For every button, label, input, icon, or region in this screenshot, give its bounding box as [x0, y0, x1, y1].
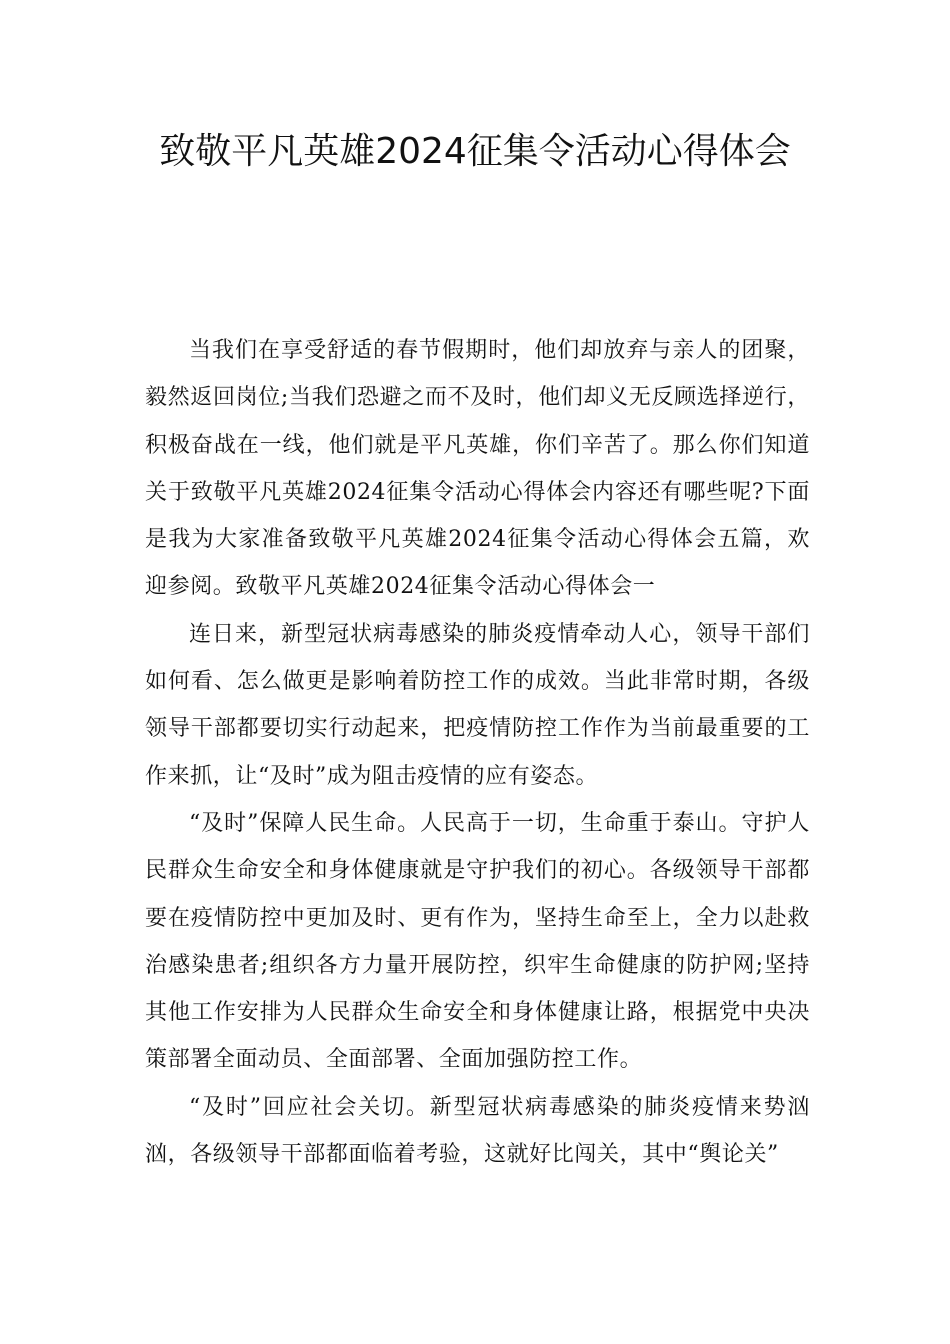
paragraph: 连日来，新型冠状病毒感染的肺炎疫情牵动人心，领导干部们如何看、怎么做更是影响着防控工作的成效。当此非常时期，各级领导干部都要切实行动起来，把疫情防控工作作为当前最重要的工作来抓，让“及时”成为阻击疫情的应有姿态。 — [145, 621, 810, 789]
paragraph: 当我们在享受舒适的春节假期时，他们却放弃与亲人的团聚，毅然返回岗位;当我们恐避之而不及时，他们却义无反顾选择逆行，积极奋战在一线，他们就是平凡英雄，你们辛苦了。那么你们知道关于致敬平凡英雄2024征集令活动心得体会内容还有哪些呢?下面是我为大家准备致敬平凡英雄2024征集令活动心得体会五篇，欢迎参阅。致敬平凡英雄2024征集令活动心得体会一 — [145, 338, 810, 600]
document-title: 致敬平凡英雄2024征集令活动心得体会 — [159, 131, 791, 172]
document-body — [145, 327, 810, 1178]
paragraph: “及时”保障人民生命。人民高于一切，生命重于泰山。守护人民群众生命安全和身体健康就是守护我们的初心。各级领导干部都要在疫情防控中更加及时、更有作为，坚持生命至上，全力以赴救治感染患者;组织各方力量开展防控，织牢生命健康的防护网;坚持其他工作安排为人民群众生命安全和身体健康让路，根据党中央决策部署全面动员、全面部署、全面加强防控工作。 — [145, 810, 810, 1073]
paragraph: “及时”回应社会关切。新型冠状病毒感染的肺炎疫情来势汹汹，各级领导干部都面临着考验，这就好比闯关，其中“舆论关” — [145, 1094, 810, 1168]
